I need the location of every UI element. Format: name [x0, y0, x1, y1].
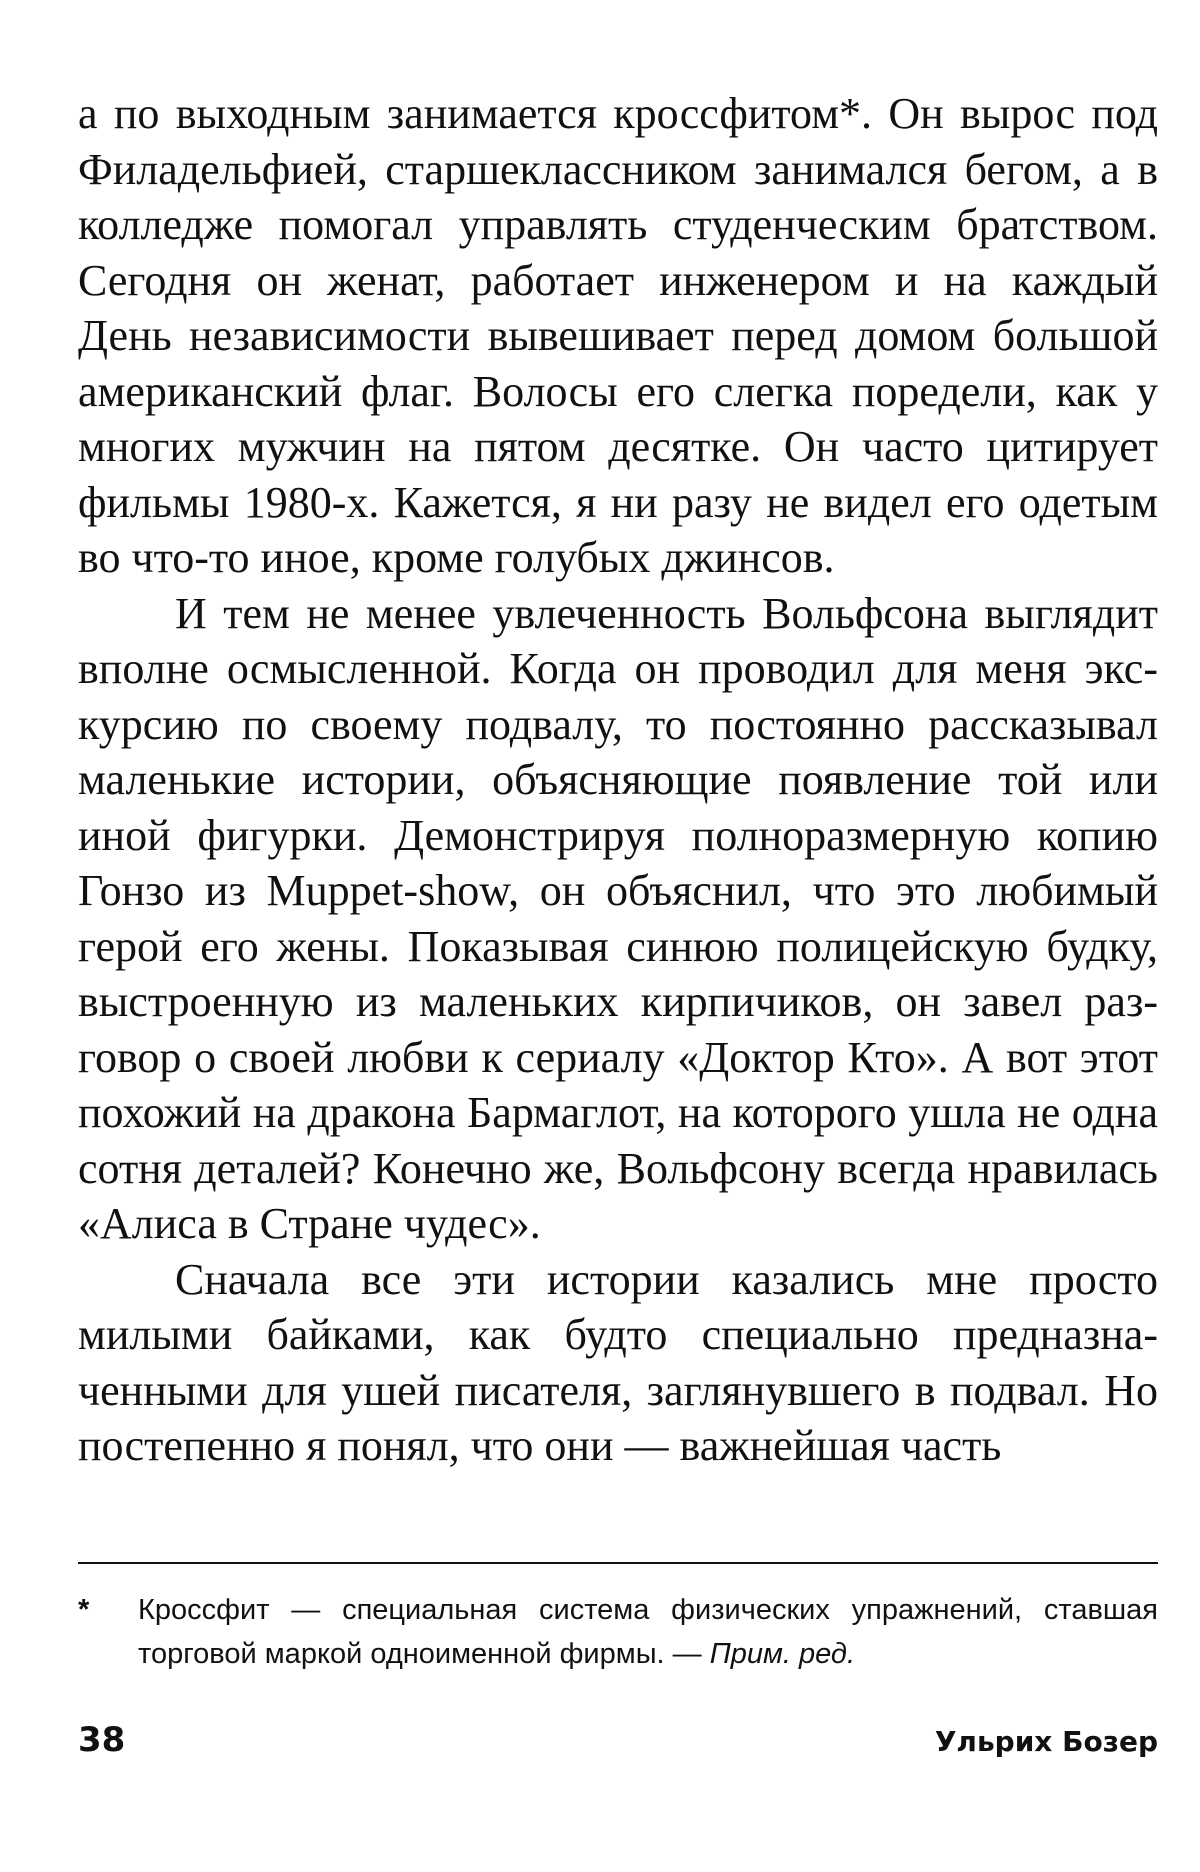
paragraph-1: а по выходным занимается кроссфитом*. Он вырос под Филадельфией, старшеклассником занимался бегом, а в колледже помогал управлять студенческим братством. Сегодня он женат, работает инженером и на каждый День независимости вывешивает перед домом большой американский флаг. Волосы его слегка поредели, как у многих мужчин на пятом десятке. Он часто цитирует фильмы 1980-х. Кажется, я ни разу не видел его одетым во что-то иное, кроме голубых джинсов.	[78, 89, 1158, 582]
main-text	[78, 86, 1158, 1474]
footnote-body	[138, 1588, 1158, 1676]
footnote-divider	[78, 1562, 1158, 1564]
paragraph-2: И тем не менее увлеченность Вольфсона выглядит вполне осмысленной. Когда он проводил для меня экскурсию по своему подвалу, то постоянно рассказывал маленькие истории, объясняющие появление той или иной фигурки. Демонстрируя полноразмерную копию Гонзо из Muppet-show, он объяснил, что это любимый герой его жены. Показывая синюю полицейскую будку, выстроенную из маленьких кирпичиков, он завел разговор о своей любви к сериалу «Доктор Кто». А вот этот похожий на дракона Бармаглот, на которого ушла не одна сотня деталей? Конечно же, Вольфсону всегда нравилась «Алиса в Стране чудес».	[78, 588, 1158, 1248]
page-number: 38	[78, 1720, 126, 1760]
footnote-editor-note: Прим. ред.	[709, 1638, 856, 1670]
paragraph-3: Сначала все эти истории казались мне просто милыми байками, как будто специально предназначенными для ушей писателя, заглянувшего в подвал. Но постепенно я понял, что они — важнейшая часть	[78, 1254, 1158, 1470]
footnote	[78, 1588, 1158, 1676]
author-name: Ульрих Бозер	[934, 1725, 1158, 1758]
footnote-marker: *	[78, 1594, 90, 1626]
footnote-text: Кроссфит — специальная система физических упражнений, ставшая торговой маркой одноименной фирмы. —	[138, 1594, 1158, 1670]
